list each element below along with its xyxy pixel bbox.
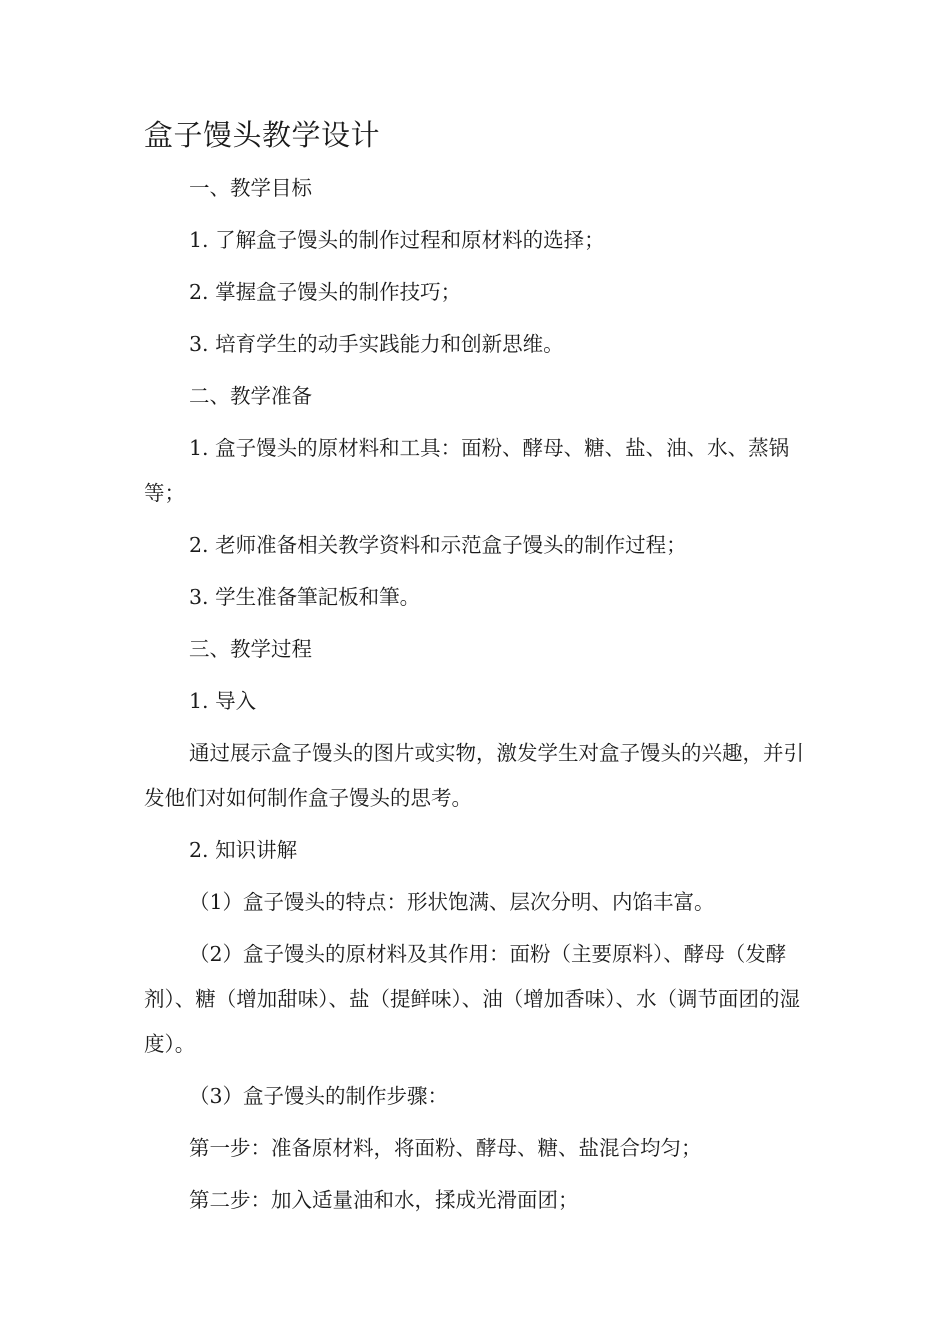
body-paragraph: 通过展示盒子馒头的图片或实物，激发学生对盒子馒头的兴趣，并引发他们对如何制作盒子馒头的思考。 <box>144 741 804 810</box>
step-item: 第一步：准备原材料，将面粉、酵母、糖、盐混合均匀； <box>189 1136 702 1160</box>
list-item: 2. 掌握盒子馒头的制作技巧； <box>189 280 462 304</box>
list-item: （1）盒子馒头的特点：形状饱满、层次分明、内馅丰富。 <box>189 890 715 914</box>
section-heading-process: 三、教学过程 <box>189 637 312 661</box>
list-item: 3. 学生准备筆記板和筆。 <box>189 585 421 609</box>
section-heading-goals: 一、教学目标 <box>189 176 312 200</box>
document-title: 盒子馒头教学设计 <box>144 118 381 152</box>
list-item: 1. 盒子馒头的原材料和工具：面粉、酵母、糖、盐、油、水、蒸锅等； <box>144 436 790 505</box>
document-body <box>144 166 816 1230</box>
step-item: 第二步：加入适量油和水，揉成光滑面团； <box>189 1188 579 1212</box>
list-item: （3）盒子馒头的制作步骤： <box>189 1084 449 1108</box>
subsection-heading-intro: 1. 导入 <box>189 689 257 713</box>
subsection-heading-knowledge: 2. 知识讲解 <box>189 838 298 862</box>
list-item: 1. 了解盒子馒头的制作过程和原材料的选择； <box>189 228 605 252</box>
list-item: 3. 培育学生的动手实践能力和创新思维。 <box>189 332 564 356</box>
list-item: 2. 老师准备相关教学资料和示范盒子馒头的制作过程； <box>189 533 687 557</box>
list-item: （2）盒子馒头的原材料及其作用：面粉（主要原料）、酵母（发酵剂）、糖（增加甜味）、盐（提鲜味）、油（增加香味）、水（调节面团的湿度）。 <box>144 942 800 1056</box>
section-heading-preparation: 二、教学准备 <box>189 384 312 408</box>
